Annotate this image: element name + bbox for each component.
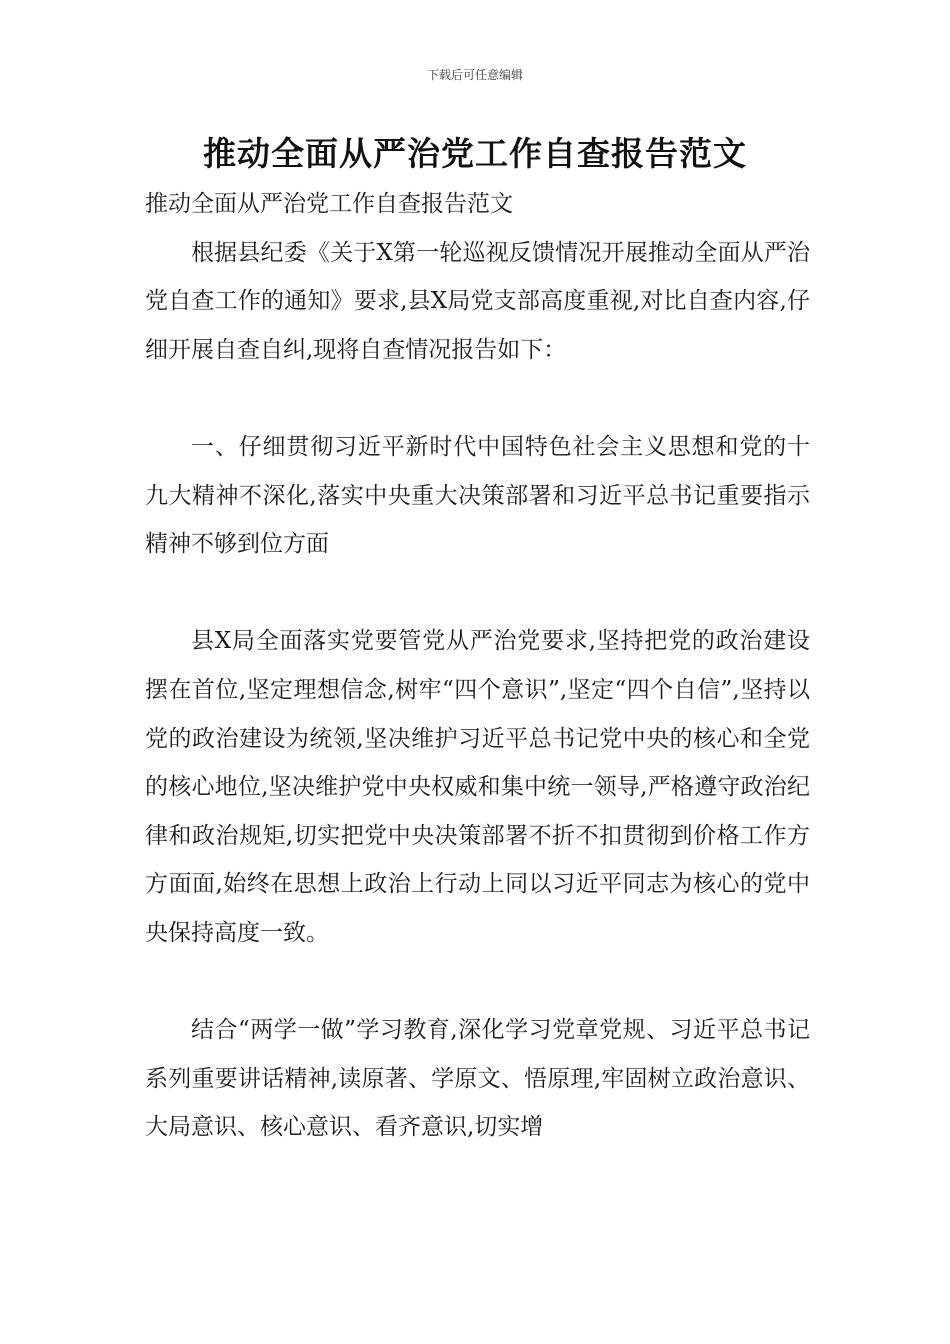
paragraph-intro: 根据县纪委《关于X第一轮巡视反馈情况开展推动全面从严治党自查工作的通知》要求,县X局党支部高度重视,对比自查内容,仔细开展自查自纠,现将自查情况报告如下：: [145, 239, 810, 363]
document-body: [145, 180, 810, 1152]
document-title: 推动全面从严治党工作自查报告范文: [203, 134, 747, 173]
paragraph-body-1: 县X局全面落实党要管党从严治党要求,坚持把党的政治建设摆在首位,坚定理想信念,树牢“四个意识”,坚定“四个自信”,坚持以党的政治建设为统领,坚决维护习近平总书记党中央的核心和全党的核心地位,坚决维护党中央权威和集中统一领导,严格遵守政治纪律和政治规矩,切实把党中央决策部署不折不扣贯彻到价格工作方方面面,始终在思想上政治上行动上同以习近平同志为核心的党中央保持高度一致。: [145, 628, 810, 946]
paragraph-gap: [145, 374, 810, 423]
section-heading-1: 一、仔细贯彻习近平新时代中国特色社会主义思想和党的十九大精神不深化,落实中央重大决策部署和习近平总书记重要指示精神不够到位方面: [145, 433, 810, 558]
paragraph-gap: [145, 569, 810, 618]
paragraph-body-2: 结合“两学一做”学习教育,深化学习党章党规、习近平总书记系列重要讲话精神,读原著、学原文、悟原理,牢固树立政治意识、大局意识、核心意识、看齐意识,切实增: [145, 1017, 810, 1141]
document-subtitle: 推动全面从严治党工作自查报告范文: [145, 191, 513, 217]
header-note: 下载后可任意编辑: [426, 68, 523, 82]
paragraph-gap: [145, 958, 810, 1007]
